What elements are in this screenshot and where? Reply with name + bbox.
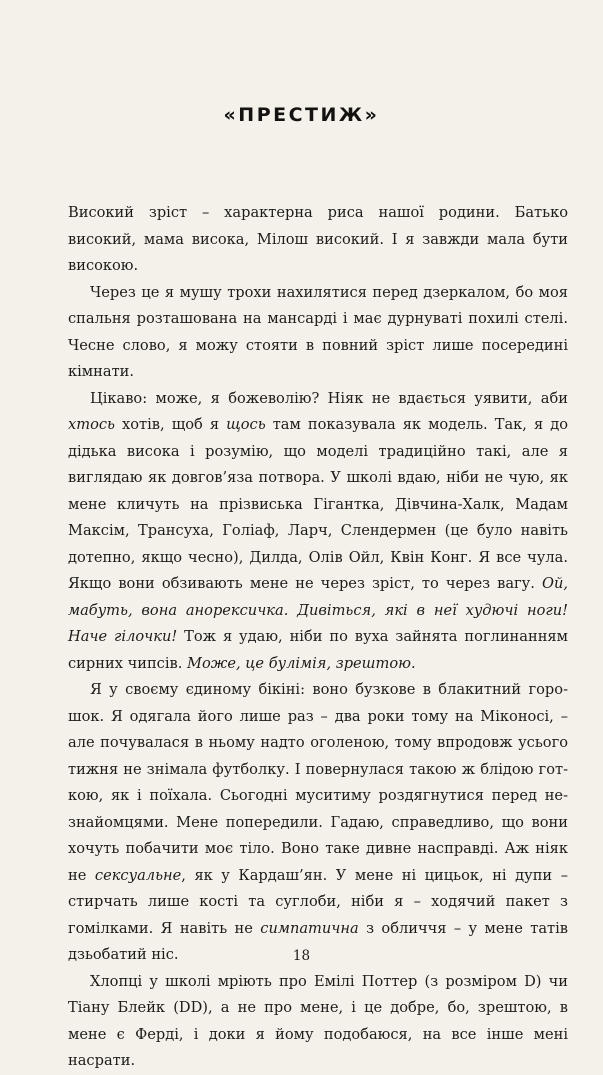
text-run: Через це я мушу трохи нахилятися перед дзеркалом, бо моя спальня розташована на мансарді і має дурнуваті похилі стелі. Чесне слово, я можу стояти в повний зріст лише посередині кімнати. xyxy=(68,283,568,380)
paragraph xyxy=(68,969,568,1075)
chapter-title: «ПРЕСТИЖ» xyxy=(223,104,380,126)
italic-phrase: хтось xyxy=(68,416,115,433)
italic-phrase: щось xyxy=(226,416,266,433)
page-number: 18 xyxy=(292,948,311,964)
text-run: , як у Кардаш’ян. У мене ні цицьок, ні дупи – стирчать лише кості та суглоби, ніби я – ходячий пакет з гомілками. Я навіть не xyxy=(68,866,568,937)
text-run: Цікаво: може, я божеволію? Ніяк не вдається уявити, аби xyxy=(90,389,568,407)
paragraph xyxy=(68,386,568,678)
body-text xyxy=(68,200,568,1075)
text-run: Хлопці у школі мріють про Емілі Поттер (з розміром D) чи Тіану Блейк (DD), а не про мене, і це добре, бо, зрештою, в мене є Ферді, і доки я йому подобаюся, на все інше мені насрати. xyxy=(68,972,568,1069)
paragraph xyxy=(68,677,568,969)
paragraph xyxy=(68,280,568,386)
text-run: з обличчя – у мене татів дзьобатий ніс. xyxy=(68,919,568,963)
italic-phrase: сексуальне xyxy=(94,866,182,884)
text-run: Тож я удаю, ніби по вуха зайнята поглинанням сирних чипсів. xyxy=(68,628,568,672)
italic-phrase: симпатична xyxy=(260,919,359,937)
paragraph xyxy=(68,200,568,280)
italic-phrase: Ой, мабуть, вона анорексичка. Дивіться, які в неї худючі ноги! Наче гілочки! xyxy=(68,575,568,645)
text-run: хотів, щоб я xyxy=(114,416,227,433)
text-run: Високий зріст – характерна риса нашої родини. Батько високий, мама висока, Мілош високий. І я завжди мала бути високою. xyxy=(68,204,568,274)
text-run: там показувала як модель. Так, я до дідька висока і розумію, що моделі традиційно такі, але я виглядаю як довгов’яза потвора. У школі вдаю, ніби не чую, як мене кличуть на прізвиська Гігантка, Дівчина-Халк, Мадам Максім, Трансуха, Голіаф, Ларч, Слендермен (це було навіть дотепно, якщо чесно), Дилда, Олів Ойл, Квін Конг. Я все чула. Якщо вони обзивають мене не через зріст, то через вагу. xyxy=(68,416,569,592)
text-run: Я у своєму єдиному бікіні: воно бузкове в блакитний горошок. Я одягала його лише раз – два роки тому на Міконосі, – але почувалася в ньому надто оголеною, тому впродовж усього тижня не знімала футболку. І повернулася такою ж блідою готкою, як і поїхала. Сьогодні муситиму роздягнутися перед незнайомцями. Мене попередили. Гадаю, справедливо, що вони хочуть побачити моє тіло. Воно таке дивне насправді. Аж ніяк не xyxy=(68,681,568,884)
italic-phrase: Може, це булімія, зрештою. xyxy=(187,654,416,672)
